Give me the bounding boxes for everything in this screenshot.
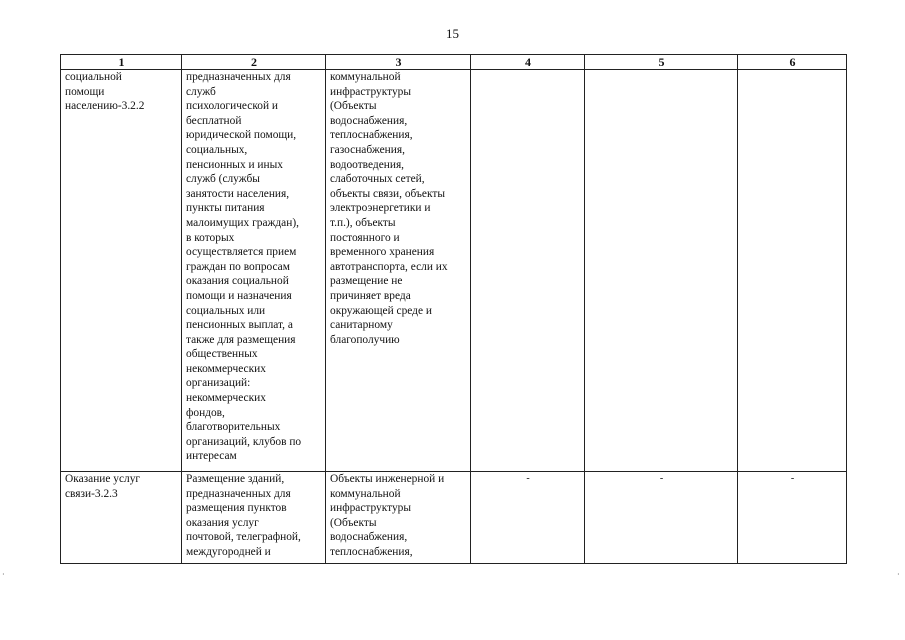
row1-col4 bbox=[471, 70, 585, 472]
column-header-6: 6 bbox=[738, 55, 847, 70]
row1-use-description: предназначенных для служб психологической и бесплатной юридической помощи, социальных, пенсионных и иных служб (службы занятости населения, пункты питания малоимущих граждан), в которых осуществляется прием граждан по вопросам оказания социальной помощи и назначения социальных или пенсионных выплат, а также для размещения общественных некоммерческих организаций: некоммерческих фондов, благотворительных организаций, клубов по интересам bbox=[186, 71, 302, 463]
column-header-3: 3 bbox=[326, 55, 471, 70]
row1-col5 bbox=[585, 70, 738, 472]
page-number: 15 bbox=[446, 26, 459, 41]
table-cell bbox=[326, 70, 471, 472]
land-use-table bbox=[60, 54, 847, 564]
table-row bbox=[61, 472, 847, 564]
column-header-4: 4 bbox=[471, 55, 585, 70]
table-header-row bbox=[61, 55, 847, 70]
column-header-5: 5 bbox=[585, 55, 738, 70]
table-row bbox=[61, 70, 847, 472]
table-cell bbox=[61, 472, 182, 564]
table-cell bbox=[326, 472, 471, 564]
column-header-1: 1 bbox=[61, 55, 182, 70]
row2-use-name: Оказание услуг связи-3.2.3 bbox=[65, 473, 141, 500]
table-cell bbox=[182, 70, 326, 472]
column-header-2: 2 bbox=[182, 55, 326, 70]
row1-use-name: социальной помощи населению-3.2.2 bbox=[65, 71, 145, 113]
scan-speck: · bbox=[2, 570, 5, 579]
table-cell bbox=[182, 472, 326, 564]
row1-col6 bbox=[738, 70, 847, 472]
row2-auxiliary-objects: Объекты инженерной и коммунальной инфраструктуры (Объекты водоснабжения, теплоснабжения, bbox=[330, 473, 445, 558]
row2-col4: - bbox=[471, 472, 585, 564]
row1-auxiliary-objects: коммунальной инфраструктуры (Объекты водоснабжения, теплоснабжения, газоснабжения, водоотведения, слаботочных сетей, объекты связи, объекты электроэнергетики и т.п.), объекты постоянного и временного хранения автотранспорта, если их размещение не причиняет вреда окружающей среде и санитарному благополучию bbox=[330, 71, 448, 346]
table-cell bbox=[61, 70, 182, 472]
row2-col5: - bbox=[585, 472, 738, 564]
scan-speck: · bbox=[897, 570, 900, 579]
row2-use-description: Размещение зданий, предназначенных для размещения пунктов оказания услуг почтовой, телеграфной, междугородней и bbox=[186, 473, 301, 558]
row2-col6: - bbox=[738, 472, 847, 564]
